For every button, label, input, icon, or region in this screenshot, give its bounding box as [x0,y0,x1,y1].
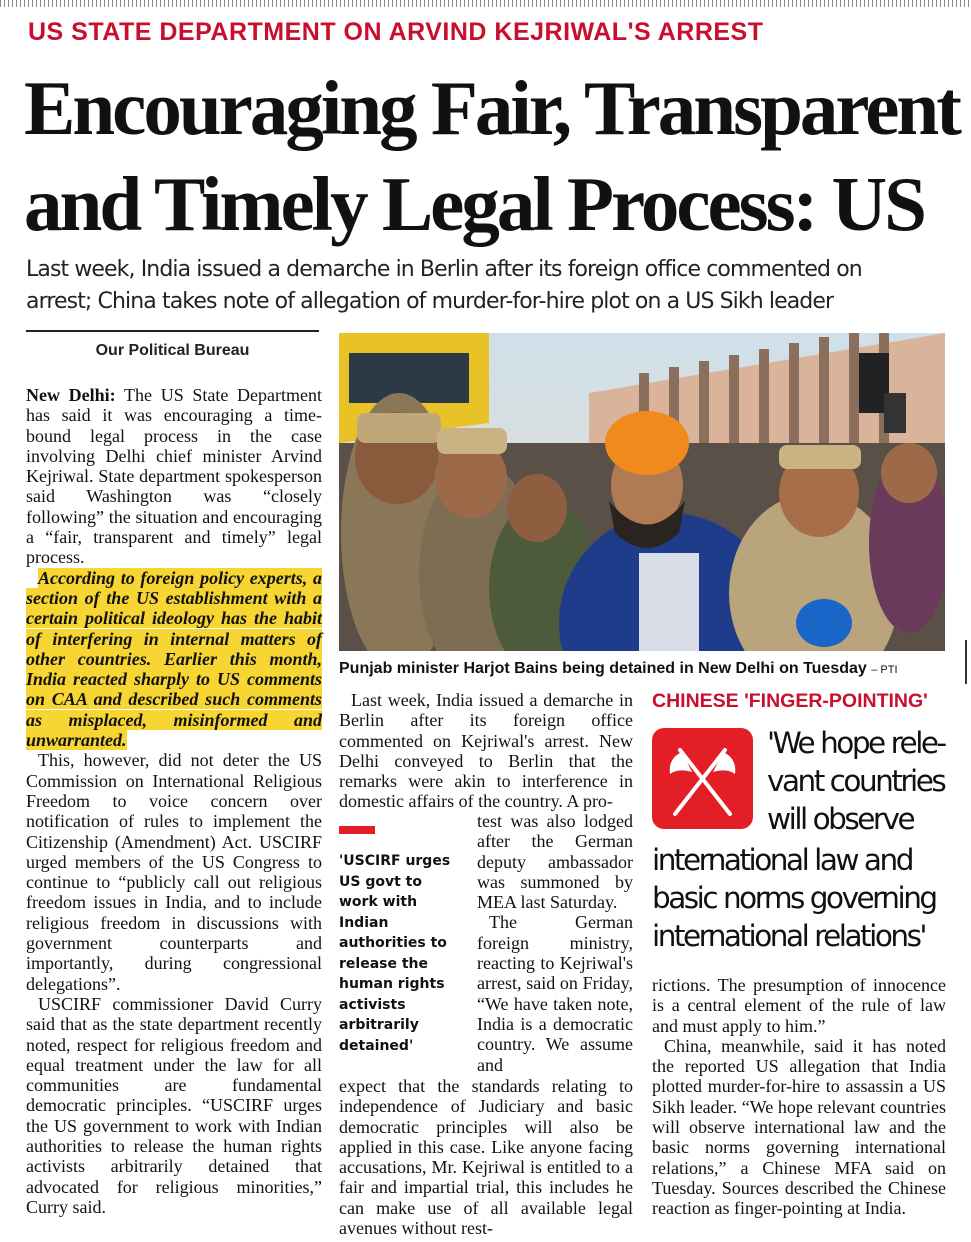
pull-quote-text: 'USCIRF urges US govt to work with Indian authorities to release the human rights activists arbitrarily detained' [339,853,451,1054]
byline-rule [26,330,319,332]
highlight-text: According to foreign policy experts, a section of the US establishment with a certain political ideology has the habit of interfering in internal matters of other countries. Earlier this month, India reacted sharply to US comments on CAA and described such comments as misplaced, misinformed and unwarranted. [26,567,322,751]
pull-quote-bar [339,826,375,834]
photo-credit: – PTI [871,664,898,676]
caption-text: Punjab minister Harjot Bains being detained in New Delhi on Tuesday [339,660,867,677]
column-divider [965,640,967,684]
quote-line: vant countries [767,764,945,798]
lead-text: The US State Department has said it was encouraging a time-bound legal process in the case involving Delhi chief minister Arvind Kejriwal. State department spokesperson said Washington was “closely following” the situation and encouraging a “fair, transparent and timely” legal process. [26,385,323,568]
deck [26,254,956,318]
paragraph: USCIRF commissioner David Curry said that as the state department recently noted, respect for religious freedom and equal treatment under the law for all communities are fundamental democratic principles. “USCIRF urges the US government to work with Indian authorities to release the human rights activists arbitrarily detained that advocated for religious minorities,” Curry said. [26,993,322,1217]
sidebar-subhead: CHINESE 'FINGER-POINTING' [652,690,928,712]
quote-line: international relations' [652,919,926,953]
article-column-1 [26,385,322,1217]
sidebar-quote-bottom [652,841,936,955]
quote-line: will observe [767,802,914,836]
quote-line: 'We hope rele- [767,726,945,760]
paragraph: This, however, did not deter the US Commission on International Religious Freedom to voice concern over notification of rules to implement the Citizenship (Amendment) Act. USCIRF urged members of the US Congress to continue to “publicly call out religious freedom issues in India, and to include religious freedom in discussions with government counterparts and importantly, during congressional delegations”. [26,750,322,994]
quote-line: international law and [652,843,912,877]
dateline: New Delhi: [26,385,116,405]
headline [24,60,959,252]
paragraph: China, meanwhile, said it has noted the reported US allegation that India plotted murder-for-hire to assassin a US Sikh leader. “We hope relevant countries will observe international law and the basic norms governing international relations,” a Chinese MFA said on Tuesday. Sources described the Chinese reaction as finger-pointing at India. [652,1035,946,1219]
deck-line-2: arrest; China takes note of allegation of murder-for-hire plot on a US Sikh leader [26,289,834,314]
paragraph: The German foreign ministry, reacting to Kejriwal's arrest, said on Friday, “We have taken note, India is a democratic country. We assume and [477,912,633,1075]
byline: Our Political Bureau [95,342,250,359]
headline-line-1: Encouraging Fair, Transparent [24,65,959,151]
lead-paragraph [26,385,322,568]
paragraph: rictions. The presumption of innocence is a central element of the rule of law and must apply to him.” [652,975,946,1036]
news-photo [339,333,945,651]
paragraph: Last week, India issued a demarche in Berlin after its foreign office commented on Kejriwal's arrest. New Delhi conveyed to Berlin that the remarks were akin to interference in domestic affairs of the country. A pro- [339,690,633,812]
crossed-flags-icon [652,728,753,829]
quote-line: basic norms governing [652,881,936,915]
pull-quote [339,826,455,1056]
photo-caption [339,660,945,678]
headline-line-2: and Timely Legal Process: US [24,161,924,247]
sidebar-quote-top [767,724,945,838]
paragraph: expect that the standards relating to independence of Judiciary and basic democratic principles will also be applied in this case. Like anyone facing accusations, Mr. Kejriwal is entitled to a fair and impartial trial, this includes he can make use of all available legal avenues without rest- [339,1076,633,1239]
paragraph: test was also lodged after the German deputy ambassador was summoned by MEA last Saturday. [477,811,633,913]
article-column-2-inset [477,811,633,1075]
news-photo-illustration [339,333,945,651]
deck-line-1: Last week, India issued a demarche in Berlin after its foreign office commented on [26,257,862,282]
article-column-2 [339,690,633,812]
page-perforation [0,0,971,7]
article-column-2-continued [339,1076,633,1238]
highlighted-paragraph [26,568,322,751]
crossed-flags-icon-graphic [652,728,753,829]
article-column-3 [652,975,946,1219]
section-kicker: US STATE DEPARTMENT ON ARVIND KEJRIWAL'S ARREST [28,18,764,46]
